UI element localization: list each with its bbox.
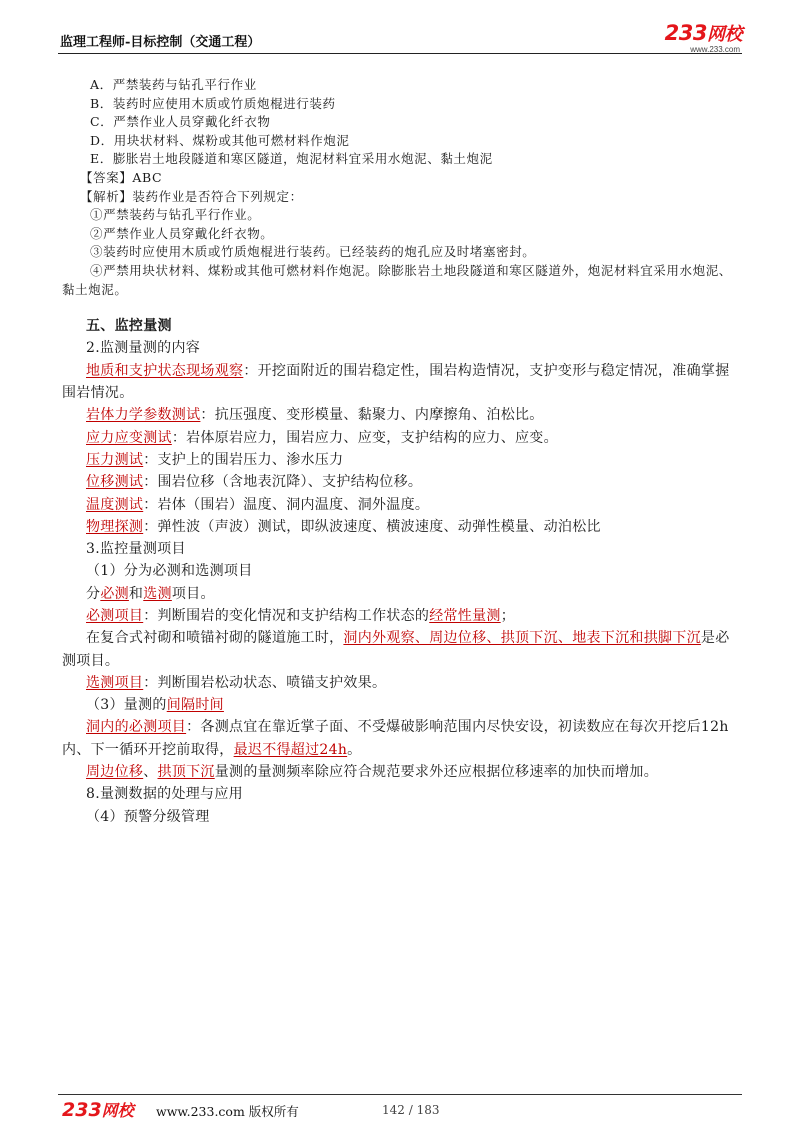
subsection-item: （1）分为必测和选测项目 <box>86 563 253 580</box>
content-item: 应力应变测试：岩体原岩应力，围岩应力、应变，支护结构的应力、应变。 <box>86 429 558 446</box>
split-line: 分必测和选测项目。 <box>86 585 215 602</box>
perimeter-item: 周边位移、拱顶下沉量测的量测频率除应符合规范要求外还应根据位移速率的加快而增加。 <box>86 764 659 781</box>
section-title: 五、监控量测 <box>86 318 172 335</box>
document-title: 监理工程师-目标控制（交通工程） <box>60 35 261 50</box>
option-e: E．膨胀岩土地段隧道和寒区隧道，炮泥材料宜采用水炮泥、黏土炮泥 <box>90 151 493 167</box>
subsection-title: 2.监测量测的内容 <box>86 340 201 357</box>
page-content <box>62 76 734 828</box>
analysis-item: ②严禁作业人员穿戴化纤衣物。 <box>90 225 274 241</box>
brand-logo[interactable] <box>665 22 742 54</box>
composite-item: 在复合式衬砌和喷锚衬砌的隧道施工时，洞内外观察、周边位移、拱顶下沉、地表下沉和拱脚下沉是必测项目。 <box>62 630 730 669</box>
content-item: 温度测试：岩体（围岩）温度、洞内温度、洞外温度。 <box>86 496 430 513</box>
tunnel-item: 洞内的必测项目：各测点宜在靠近掌子面、不受爆破影响范围内尽快安设，初读数应在每次开挖后12h内、下一循环开挖前取得，最迟不得超过24h。 <box>62 719 729 758</box>
logo-number: 233 <box>664 21 707 45</box>
content-item: 岩体力学参数测试：抗压强度、变形模量、黏聚力、内摩擦角、泊松比。 <box>86 407 544 424</box>
footer-logo[interactable]: 233网校 <box>62 1099 134 1121</box>
analysis-intro: 【解析】装药作业是否符合下列规定： <box>80 188 303 204</box>
footer-divider <box>58 1094 742 1095</box>
analysis-item: ④严禁用块状材料、煤粉或其他可燃材料作炮泥。除膨胀岩土地段隧道和寒区隧道外，炮泥材料宜采用水炮泥、黏土炮泥。 <box>62 262 732 297</box>
option-a: A．严禁装药与钻孔平行作业 <box>90 77 257 92</box>
subsection-title: 8.量测数据的处理与应用 <box>86 786 243 803</box>
item-term: 物理探测 <box>86 518 144 535</box>
content-item: 地质和支护状态现场观察：开挖面附近的围岩稳定性，围岩构造情况，支护变形与稳定情况，准确掌握围岩情况。 <box>62 362 730 402</box>
logo-text: 网校 <box>707 24 742 45</box>
item-term: 地质和支护状态现场观察 <box>86 362 244 379</box>
answer: 【答案】ABC <box>80 169 163 185</box>
content-item: 位移测试：围岩位移（含地表沉降）、支护结构位移。 <box>86 474 423 491</box>
content-item: 压力测试：支护上的围岩压力、渗水压力 <box>86 451 344 468</box>
logo-site: www.233.com <box>690 45 740 54</box>
option-b: B．装药时应使用木质或竹质炮棍进行装药 <box>90 95 336 111</box>
analysis-item: ①严禁装药与钻孔平行作业。 <box>90 207 261 223</box>
option-d: D．用块状材料、煤粉或其他可燃材料作炮泥 <box>90 132 350 148</box>
option-c: C．严禁作业人员穿戴化纤衣物 <box>90 114 271 130</box>
subsection-title: 3.监控量测项目 <box>86 541 186 558</box>
page-number: 142 / 183 <box>382 1103 440 1117</box>
header-divider <box>58 53 742 54</box>
item-term: 压力测试 <box>86 451 144 468</box>
subsection-item: （4）预警分级管理 <box>86 808 210 825</box>
content-item: 物理探测：弹性波（声波）测试，即纵波速度、横波速度、动弹性模量、动泊松比 <box>86 518 601 535</box>
optional-item: 选测项目：判断围岩松动状态、喷锚支护效果。 <box>86 674 387 691</box>
analysis-item: ③装药时应使用木质或竹质炮棍进行装药。已经装药的炮孔应及时堵塞密封。 <box>90 244 536 260</box>
item-term: 岩体力学参数测试 <box>86 407 201 424</box>
footer-copyright: www.233.com 版权所有 <box>156 1104 299 1119</box>
page-footer <box>58 1098 742 1120</box>
must-item: 必测项目：判断围岩的变化情况和支护结构工作状态的经常性量测； <box>86 607 516 624</box>
item-term: 温度测试 <box>86 496 144 513</box>
page-header <box>58 21 742 54</box>
interval-title: （3）量测的间隔时间 <box>86 697 224 714</box>
item-term: 位移测试 <box>86 474 144 491</box>
item-term: 应力应变测试 <box>86 429 172 446</box>
